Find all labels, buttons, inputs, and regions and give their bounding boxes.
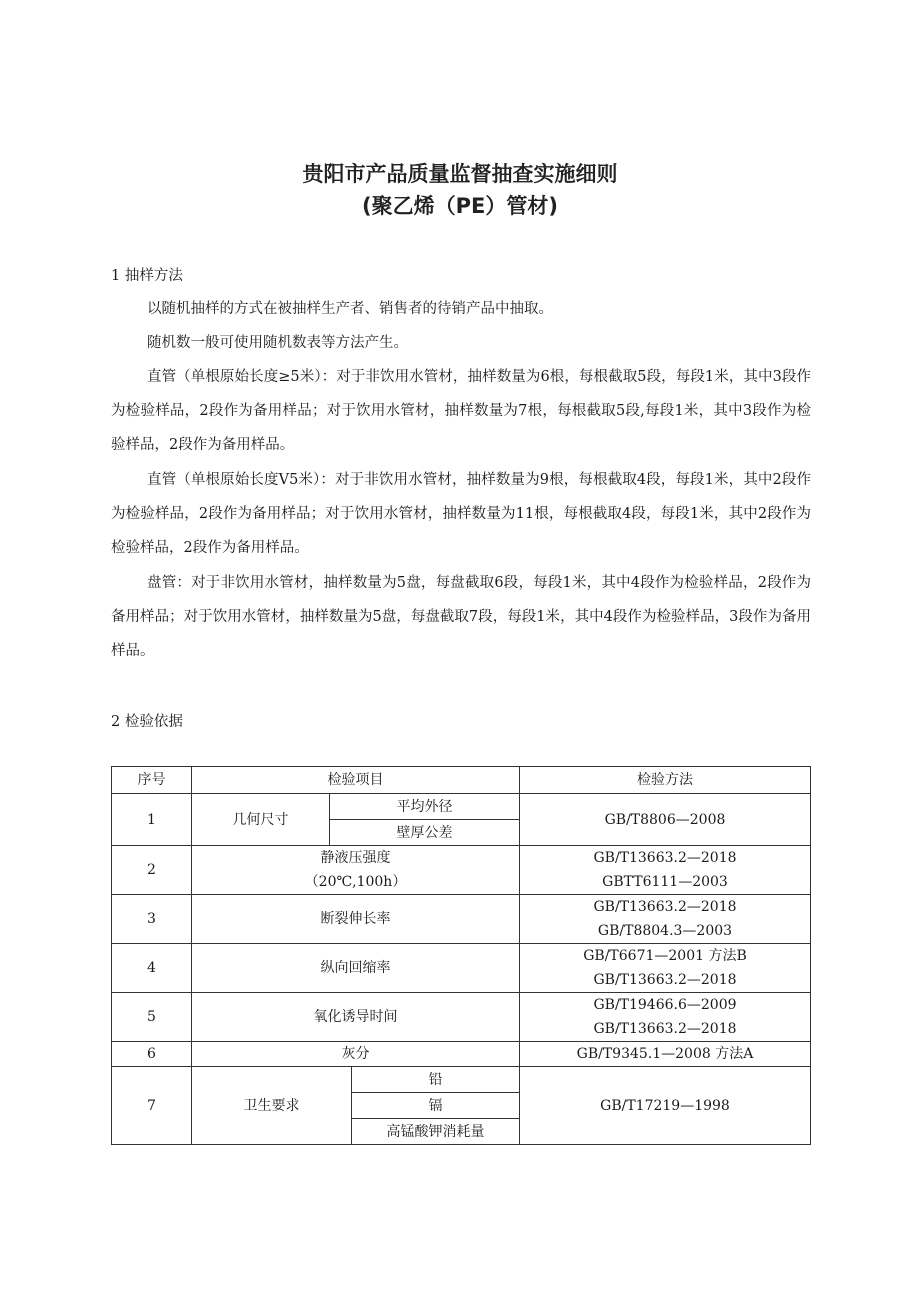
- row-item: 氧化诱导时间: [192, 993, 520, 1042]
- paragraph: 直管（单根原始长度≥5米）：对于非饮用水管材，抽样数量为6根，每根截取5段，每段1米，其中3段作为检验样品，2段作为备用样品；对于饮用水管材，抽样数量为7根，每根截取5段,每段1米，其中3段作为检验样品，2段作为备用样品。: [111, 369, 811, 453]
- method-line: GB/T6671—2001 方法B: [583, 948, 747, 964]
- method-line: GBTT6111—2003: [602, 874, 728, 890]
- method-line: GB/T13663.2—2018: [593, 972, 737, 988]
- header-no: 序号: [112, 767, 192, 794]
- method-line: GB/T8804.3—2003: [597, 923, 733, 939]
- row-subitem: 高锰酸钾消耗量: [352, 1119, 520, 1145]
- row-item: 卫生要求: [192, 1067, 352, 1145]
- section-heading-sampling: 1 抽样方法: [111, 268, 183, 284]
- section-heading-basis: 2 检验依据: [111, 714, 183, 730]
- row-item: 灰分: [192, 1042, 520, 1067]
- paragraph: 以随机抽样的方式在被抽样生产者、销售者的待销产品中抽取。: [147, 301, 553, 317]
- row-method: GB/T17219—1998: [520, 1067, 811, 1145]
- document-title: 贵阳市产品质量监督抽查实施细则: [302, 162, 618, 186]
- row-item-line: （20℃,100h）: [304, 874, 407, 890]
- table-row: [112, 895, 811, 944]
- row-method: GB/T9345.1—2008 方法A: [520, 1042, 811, 1067]
- paragraph: 直管（单根原始长度V5米）：对于非饮用水管材，抽样数量为9根，每根截取4段，每段1米，其中2段作为检验样品，2段作为备用样品；对于饮用水管材，抽样数量为11根，每根截取4段，每段1米，其中2段作为检验样品，2段作为备用样品。: [111, 472, 811, 556]
- header-method: 检验方法: [520, 767, 811, 794]
- table-row: [112, 1042, 811, 1067]
- row-method: GB/T8806—2008: [520, 794, 811, 846]
- paragraph: 随机数一般可使用随机数表等方法产生。: [147, 335, 408, 351]
- row-subitem: 镉: [352, 1093, 520, 1119]
- row-no: 4: [112, 944, 192, 993]
- row-item: 断裂伸长率: [192, 895, 520, 944]
- table-header-row: [112, 767, 811, 794]
- inspection-table: [111, 766, 811, 1145]
- row-method: [520, 846, 811, 895]
- row-subitem: 平均外径: [330, 794, 520, 820]
- method-line: GB/T13663.2—2018: [593, 1021, 737, 1037]
- row-item: [192, 846, 520, 895]
- row-no: 3: [112, 895, 192, 944]
- row-item: 纵向回缩率: [192, 944, 520, 993]
- row-item-line: 静液压强度: [320, 850, 391, 866]
- paragraph: 盘管：对于非饮用水管材，抽样数量为5盘，每盘截取6段，每段1米，其中4段作为检验样品，2段作为备用样品；对于饮用水管材，抽样数量为5盘，每盘截取7段，每段1米，其中4段作为检验样品，3段作为备用样品。: [111, 575, 811, 659]
- table-row: [112, 993, 811, 1042]
- row-method: [520, 944, 811, 993]
- table-row: [112, 944, 811, 993]
- method-line: GB/T13663.2—2018: [593, 850, 737, 866]
- table-row: [112, 1067, 811, 1093]
- row-item: 几何尺寸: [192, 794, 330, 846]
- document-subtitle: (聚乙烯（PE）管材): [362, 194, 558, 218]
- row-no: 6: [112, 1042, 192, 1067]
- row-subitem: 壁厚公差: [330, 820, 520, 846]
- row-no: 2: [112, 846, 192, 895]
- table-row: [112, 794, 811, 820]
- row-no: 5: [112, 993, 192, 1042]
- method-line: GB/T13663.2—2018: [593, 899, 737, 915]
- row-subitem: 铅: [352, 1067, 520, 1093]
- row-no: 7: [112, 1067, 192, 1145]
- row-no: 1: [112, 794, 192, 846]
- header-item: 检验项目: [192, 767, 520, 794]
- table-row: [112, 846, 811, 895]
- row-method: [520, 993, 811, 1042]
- row-method: [520, 895, 811, 944]
- method-line: GB/T19466.6—2009: [593, 997, 737, 1013]
